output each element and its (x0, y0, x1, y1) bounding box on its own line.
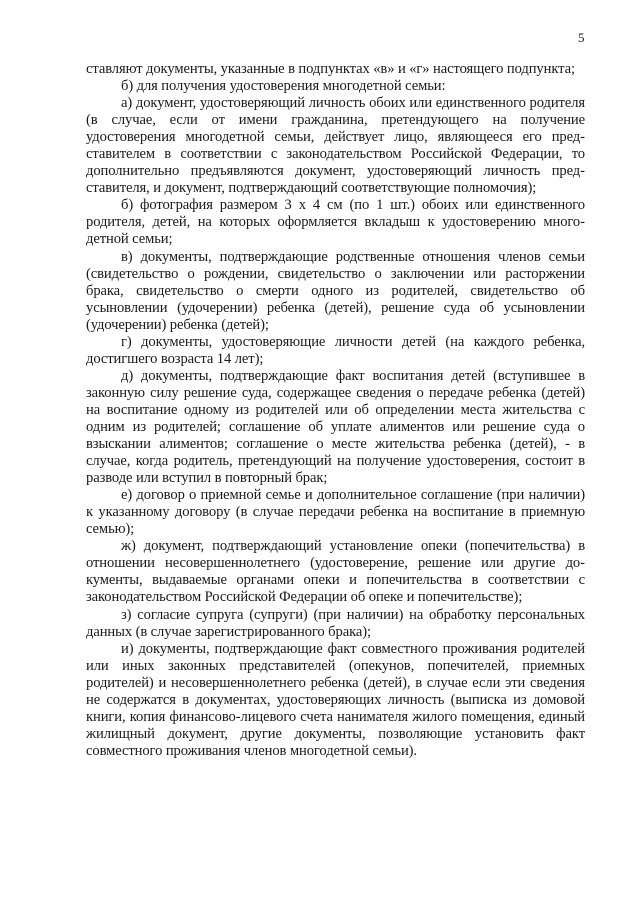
paragraph-item-i: и) документы, подтверждающие факт совместного проживания родителей или иных законных представителей (опекунов, попечителей, приемных родителей) и несовершеннолетнего ребенка (детей), в случае если эти сведения не содержатся в документах, удостоверяющих личность (выписка из домовой книги, копия финансово-лицевого счета нанимателя жилого помещения, единый жилищный документ, другие документы, позволяющие установить факт совместного проживания членов многодетной семьи). (86, 640, 585, 759)
paragraph-item-v: в) документы, подтверждающие родственные отношения членов семьи (свидетельство о рождении, свидетельство о заключении или расторжении брака, свидетельство о смерти одного из родителей, свидетельство об усыновлении (удочерении) ребенка (детей), решение суда об усыновлении (удочерении) ребенка (детей); (86, 248, 585, 333)
paragraph-subitem-b-heading: б) для получения удостоверения многодетной семьи: (121, 78, 446, 95)
paragraph-item-d: д) документы, подтверждающие факт воспитания детей (вступившее в законную силу решение суда, содержащее сведения о передаче ребенка (детей) на воспитание одному из родителей или об определении места жительства с одним из родителей; соглашение об уплате алиментов или решение суда о взыскании алиментов; соглашение о месте жительства ребенка (детей), - в случае, когда родитель, претендующий на получение удостоверения, состоит в разводе или вступил в повторный брак; (86, 367, 585, 487)
paragraph-item-zh: ж) документ, подтверждающий установление опеки (попечительства) в отношении несовершеннолетнего (удостоверение, решение или другие документы, выдаваемые органами опеки и попечительства в соответствии с законодательством Российской Федерации об опеке и попечительстве); (86, 538, 585, 606)
paragraph-item-g: г) документы, удостоверяющие личности детей (на каждого ребенка, достигшего возраста 14 лет); (86, 333, 585, 367)
paragraph-item-z: з) согласие супруга (супруги) (при наличии) на обработку персональных данных (в случае зарегистрированного брака); (86, 606, 585, 640)
page-number: 5 (578, 30, 585, 45)
paragraph-item-b: б) фотография размером 3 х 4 см (по 1 шт.) обоих или единственного родителя, детей, на которых оформляется вкладыш к удостоверению многодетной семьи; (86, 197, 585, 248)
paragraph-continuation: ставляют документы, указанные в подпунктах «в» и «г» настоящего подпункта; (86, 61, 575, 77)
paragraph-item-a: а) документ, удостоверяющий личность обоих или единственного родителя (в случае, если от имени гражданина, претендующего на получение удостоверения многодетной семьи, действует лицо, являющееся его представителем в соответствии с законодательством Российской Федерации, то дополнительно предъявляются документ, удостоверяющий личность представителя, и документ, подтверждающий соответствующие полномочия); (86, 95, 585, 197)
document-body (86, 61, 585, 760)
paragraph-item-e: е) договор о приемной семье и дополнительное соглашение (при наличии) к указанному договору (в случае передачи ребенка на воспитание в приемную семью); (86, 487, 585, 538)
